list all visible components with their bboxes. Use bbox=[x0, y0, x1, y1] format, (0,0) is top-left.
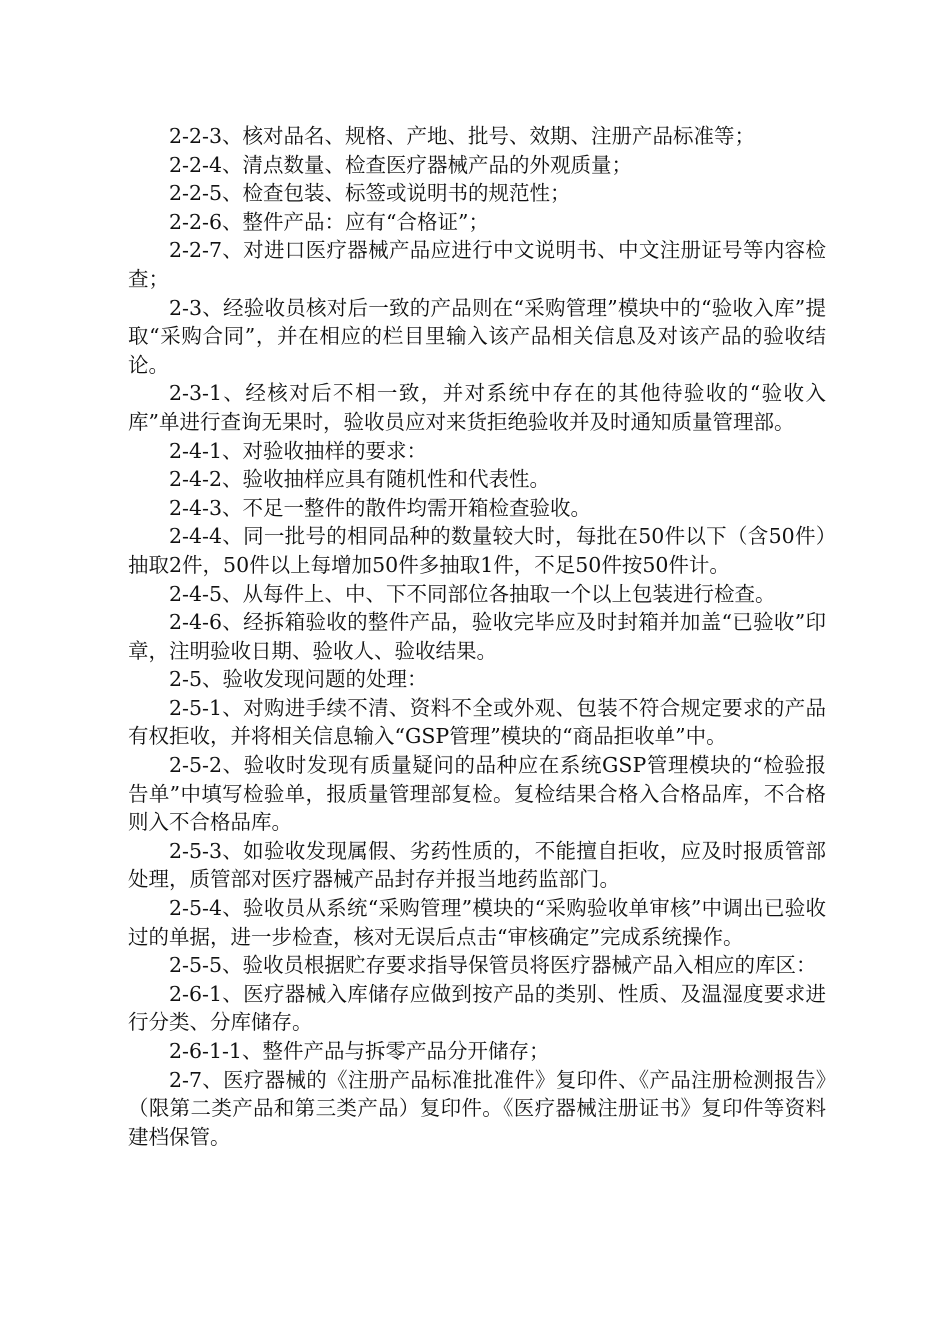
paragraph-2-7: 2-7、医疗器械的《注册产品标准批准件》复印件、《产品注册检测报告》（限第二类产品和第三类产品）复印件。《医疗器械注册证书》复印件等资料建档保管。 bbox=[128, 1067, 826, 1149]
paragraph-2-2-3: 2-2-3、核对品名、规格、产地、批号、效期、注册产品标准等； bbox=[169, 124, 755, 148]
paragraph-2-4-5: 2-4-5、从每件上、中、下不同部位各抽取一个以上包装进行检查。 bbox=[169, 581, 776, 606]
paragraph-2-2-6: 2-2-6、整件产品：应有“合格证”； bbox=[169, 209, 489, 234]
paragraph-2-5-3: 2-5-3、如验收发现属假、劣药性质的，不能擅自拒收，应及时报质管部处理，质管部对医疗器械产品封存并报当地药监部门。 bbox=[128, 838, 826, 892]
paragraph-2-3-1: 2-3-1、经核对后不相一致，并对系统中存在的其他待验收的“验收入库”单进行查询无果时，验收员应对来货拒绝验收并及时通知质量管理部。 bbox=[128, 381, 826, 434]
paragraph-2-5-5: 2-5-5、验收员根据贮存要求指导保管员将医疗器械产品入相应的库区： bbox=[169, 953, 817, 978]
paragraph-2-4-1: 2-4-1、对验收抽样的要求： bbox=[169, 438, 427, 463]
paragraph-2-6-1-1: 2-6-1-1、整件产品与拆零产品分开储存； bbox=[169, 1039, 550, 1063]
paragraph-2-3: 2-3、经验收员核对后一致的产品则在“采购管理”模块中的“验收入库”提取“采购合同”，并在相应的栏目里输入该产品相关信息及对该产品的验收结论。 bbox=[128, 295, 826, 377]
paragraph-2-5-4: 2-5-4、验收员从系统“采购管理”模块的“采购验收单审核”中调出已验收过的单据，进一步检查，核对无误后点击“审核确定”完成系统操作。 bbox=[128, 896, 826, 949]
paragraph-2-4-3: 2-4-3、不足一整件的散件均需开箱检查验收。 bbox=[169, 495, 591, 520]
paragraph-2-4-6: 2-4-6、经拆箱验收的整件产品，验收完毕应及时封箱并加盖“已验收”印章，注明验收日期、验收人、验收结果。 bbox=[128, 610, 826, 663]
paragraph-2-6-1: 2-6-1、医疗器械入库储存应做到按产品的类别、性质、及温湿度要求进行分类、分库储存。 bbox=[128, 981, 826, 1035]
paragraph-2-2-7: 2-2-7、对进口医疗器械产品应进行中文说明书、中文注册证号等内容检查； bbox=[128, 238, 826, 291]
paragraph-2-5-2: 2-5-2、验收时发现有质量疑问的品种应在系统GSP管理模块的“检验报告单”中填写检验单，报质量管理部复检。复检结果合格入合格品库，不合格则入不合格品库。 bbox=[128, 753, 826, 835]
paragraph-2-5-1: 2-5-1、对购进手续不清、资料不全或外观、包装不符合规定要求的产品有权拒收，并将相关信息输入“GSP管理”模块的“商品拒收单”中。 bbox=[128, 695, 826, 749]
paragraph-2-2-4: 2-2-4、清点数量、检查医疗器械产品的外观质量； bbox=[169, 152, 632, 177]
document-body bbox=[128, 122, 826, 1151]
paragraph-2-5: 2-5、验收发现问题的处理： bbox=[169, 667, 428, 692]
paragraph-2-4-4: 2-4-4、同一批号的相同品种的数量较大时，每批在50件以下（含50件）抽取2件，50件以上每增加50件多抽取1件，不足50件按50件计。 bbox=[128, 524, 826, 577]
paragraph-2-2-5: 2-2-5、检查包装、标签或说明书的规范性； bbox=[169, 181, 571, 206]
paragraph-2-4-2: 2-4-2、验收抽样应具有随机性和代表性。 bbox=[169, 467, 550, 492]
